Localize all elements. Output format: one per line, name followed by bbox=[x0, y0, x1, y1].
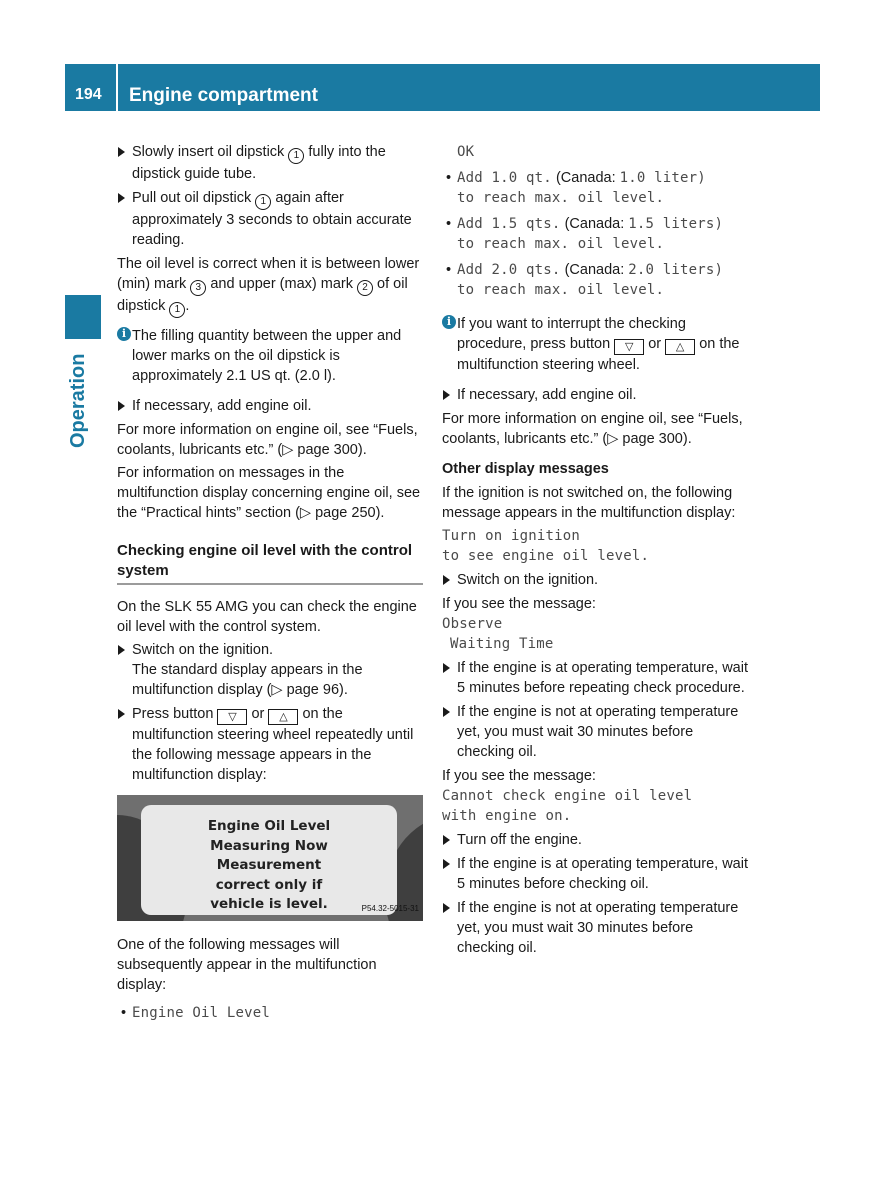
step-switch-ignition bbox=[442, 570, 752, 590]
arrow-down-button-icon: ▽ bbox=[614, 339, 644, 355]
step-wait-5-minutes bbox=[442, 658, 752, 698]
step-text: Turn off the engine. bbox=[457, 832, 582, 848]
bullet-dot: • bbox=[446, 262, 452, 278]
display-line: Measurement bbox=[216, 857, 322, 873]
bullet-dot: • bbox=[446, 170, 452, 186]
para-text: The oil level is correct when it is between lower (min) mark bbox=[117, 256, 420, 292]
info-paragraph-engine-oil: For more information on engine oil, see “Fuels, coolants, lubricants etc.” (▷ page 300). bbox=[117, 422, 418, 458]
arrow-up-button-icon: △ bbox=[665, 339, 695, 355]
display-line: vehicle is level. bbox=[210, 896, 328, 912]
callout-1-icon: 1 bbox=[255, 194, 271, 210]
bullet-item bbox=[442, 214, 752, 254]
arrow-up-button-icon: △ bbox=[268, 709, 298, 725]
step-arrow-icon bbox=[443, 575, 450, 585]
callout-1-icon: 1 bbox=[169, 302, 185, 318]
step-press-button bbox=[117, 704, 423, 785]
bullet-text: 1.5 liters) bbox=[628, 216, 724, 232]
step-wait-5-minutes bbox=[442, 854, 752, 894]
info-icon: i bbox=[117, 327, 131, 341]
step-arrow-icon bbox=[118, 147, 125, 157]
left-column bbox=[117, 142, 423, 1029]
ok-text: OK bbox=[457, 144, 475, 160]
sub-heading: Other display messages bbox=[442, 461, 609, 477]
bullet-text: to reach max. oil level. bbox=[457, 282, 665, 298]
info-note-interrupt bbox=[442, 314, 752, 375]
header-divider bbox=[116, 64, 118, 111]
step-arrow-icon bbox=[118, 645, 125, 655]
page-header bbox=[65, 64, 820, 111]
bullet-text: (Canada: bbox=[564, 216, 625, 232]
see-message-text: If you see the message: bbox=[442, 596, 596, 612]
display-line: Engine Oil Level bbox=[207, 818, 331, 834]
bullet-text: to reach max. oil level. bbox=[457, 236, 665, 252]
note-text: If you want to interrupt the checking procedure, press button bbox=[457, 316, 686, 352]
callout-3-icon: 3 bbox=[190, 280, 206, 296]
display-message bbox=[442, 614, 752, 654]
slk-paragraph: On the SLK 55 AMG you can check the engine oil level with the control system. bbox=[117, 599, 417, 635]
multifunction-display bbox=[141, 805, 397, 915]
step-arrow-icon bbox=[118, 709, 125, 719]
callout-2-icon: 2 bbox=[357, 280, 373, 296]
bullet-text: Add 2.0 qts. bbox=[457, 262, 561, 278]
para-text: and upper (max) mark bbox=[210, 276, 353, 292]
step-text: Switch on the ignition. bbox=[132, 642, 274, 658]
step-text: Press button bbox=[132, 706, 214, 722]
step-result-text: The standard display appears in the multifunction display (▷ page 96). bbox=[132, 662, 363, 698]
step-text: on the multifunction steering wheel repeatedly until the following message appears in the multifunction display: bbox=[132, 706, 414, 783]
bullet-item bbox=[442, 260, 752, 300]
arrow-down-button-icon: ▽ bbox=[217, 709, 247, 725]
message-line: Turn on ignition bbox=[442, 528, 581, 544]
note-text: The filling quantity between the upper and lower marks on the oil dipstick is approximately 2.1 US qt. (2.0 l). bbox=[132, 328, 402, 384]
bullet-text: (Canada: bbox=[564, 262, 625, 278]
step-arrow-icon bbox=[443, 903, 450, 913]
note-text: or bbox=[648, 336, 662, 352]
para-text: . bbox=[185, 298, 190, 314]
step-text: If the engine is not at operating temperature yet, you must wait 30 minutes before checking oil. bbox=[457, 704, 739, 760]
step-add-oil bbox=[117, 396, 423, 416]
step-turn-off-engine bbox=[442, 830, 752, 850]
right-column bbox=[442, 142, 752, 962]
para-text: of oil dipstick bbox=[117, 276, 408, 314]
callout-1-icon: 1 bbox=[288, 148, 304, 164]
bullet-text: to reach max. oil level. bbox=[457, 190, 665, 206]
page-number: 194 bbox=[75, 86, 102, 103]
step-text: Slowly insert oil dipstick bbox=[132, 144, 285, 160]
step-insert-dipstick bbox=[117, 142, 423, 184]
side-tab-marker bbox=[65, 295, 101, 339]
step-text: Pull out oil dipstick bbox=[132, 190, 252, 206]
info-paragraph-engine-oil: For more information on engine oil, see “Fuels, coolants, lubricants etc.” (▷ page 300). bbox=[442, 411, 743, 447]
step-arrow-icon bbox=[443, 707, 450, 717]
step-wait-30-minutes bbox=[442, 702, 752, 762]
display-line: Measuring Now bbox=[210, 837, 328, 854]
display-message bbox=[442, 786, 752, 826]
bullet-text: Add 1.0 qt. bbox=[457, 170, 552, 186]
step-arrow-icon bbox=[118, 401, 125, 411]
message-line: Waiting Time bbox=[450, 636, 554, 652]
bullet-text: Add 1.5 qts. bbox=[457, 216, 561, 232]
step-arrow-icon bbox=[443, 390, 450, 400]
info-paragraph-messages: For information on messages in the multifunction display concerning engine oil, see the “Practical hints” section (▷ page 250). bbox=[117, 465, 421, 521]
bullet-item bbox=[442, 168, 752, 208]
message-line: Cannot check engine oil level bbox=[442, 788, 693, 804]
step-text: fully into the dipstick guide tube. bbox=[132, 144, 386, 182]
step-text: If necessary, add engine oil. bbox=[132, 398, 312, 414]
bullet-dot: • bbox=[446, 216, 452, 232]
step-text: If the engine is at operating temperature, wait 5 minutes before checking oil. bbox=[457, 856, 748, 892]
display-message bbox=[442, 526, 752, 566]
step-arrow-icon bbox=[118, 193, 125, 203]
following-messages-paragraph: One of the following messages will subsequently appear in the multifunction display: bbox=[117, 937, 377, 993]
step-pull-dipstick bbox=[117, 188, 423, 250]
step-text: If necessary, add engine oil. bbox=[457, 387, 637, 403]
side-tab-label: Operation bbox=[67, 353, 89, 448]
step-arrow-icon bbox=[443, 663, 450, 673]
instrument-cluster-image bbox=[117, 795, 423, 921]
step-arrow-icon bbox=[443, 835, 450, 845]
info-icon: i bbox=[442, 315, 456, 329]
bullet-text: 2.0 liters) bbox=[628, 262, 724, 278]
message-line: to see engine oil level. bbox=[442, 548, 650, 564]
message-line: with engine on. bbox=[442, 808, 572, 824]
note-text: on the multifunction steering wheel. bbox=[457, 336, 740, 373]
ignition-paragraph: If the ignition is not switched on, the following message appears in the multifunction display: bbox=[442, 485, 736, 521]
step-text: Switch on the ignition. bbox=[457, 572, 599, 588]
step-arrow-icon bbox=[443, 859, 450, 869]
bullet-text: Engine Oil Level bbox=[132, 1005, 271, 1021]
see-message-text: If you see the message: bbox=[442, 768, 596, 784]
ok-line bbox=[442, 142, 752, 162]
oil-level-correct-paragraph bbox=[117, 254, 423, 318]
step-switch-ignition bbox=[117, 640, 423, 700]
step-wait-30-minutes bbox=[442, 898, 752, 958]
step-text: If the engine is at operating temperature, wait 5 minutes before repeating check procedure. bbox=[457, 660, 748, 696]
step-text: If the engine is not at operating temperature yet, you must wait 30 minutes before checking oil. bbox=[457, 900, 739, 956]
display-line: correct only if bbox=[215, 876, 323, 893]
step-text: again after approximately 3 seconds to obtain accurate reading. bbox=[132, 190, 412, 248]
bullet-dot: • bbox=[121, 1005, 127, 1021]
figure-code: P54.32-5015-31 bbox=[361, 904, 419, 913]
step-add-oil bbox=[442, 385, 752, 405]
section-heading: Checking engine oil level with the control system bbox=[117, 541, 423, 585]
bullet-text: 1.0 liter) bbox=[619, 170, 706, 186]
info-note-filling-quantity bbox=[117, 326, 423, 386]
step-text: or bbox=[251, 706, 265, 722]
bullet-text: (Canada: bbox=[555, 170, 616, 186]
bullet-item bbox=[117, 1003, 423, 1023]
message-line: Observe bbox=[442, 616, 503, 632]
chapter-title: Engine compartment bbox=[129, 85, 318, 106]
